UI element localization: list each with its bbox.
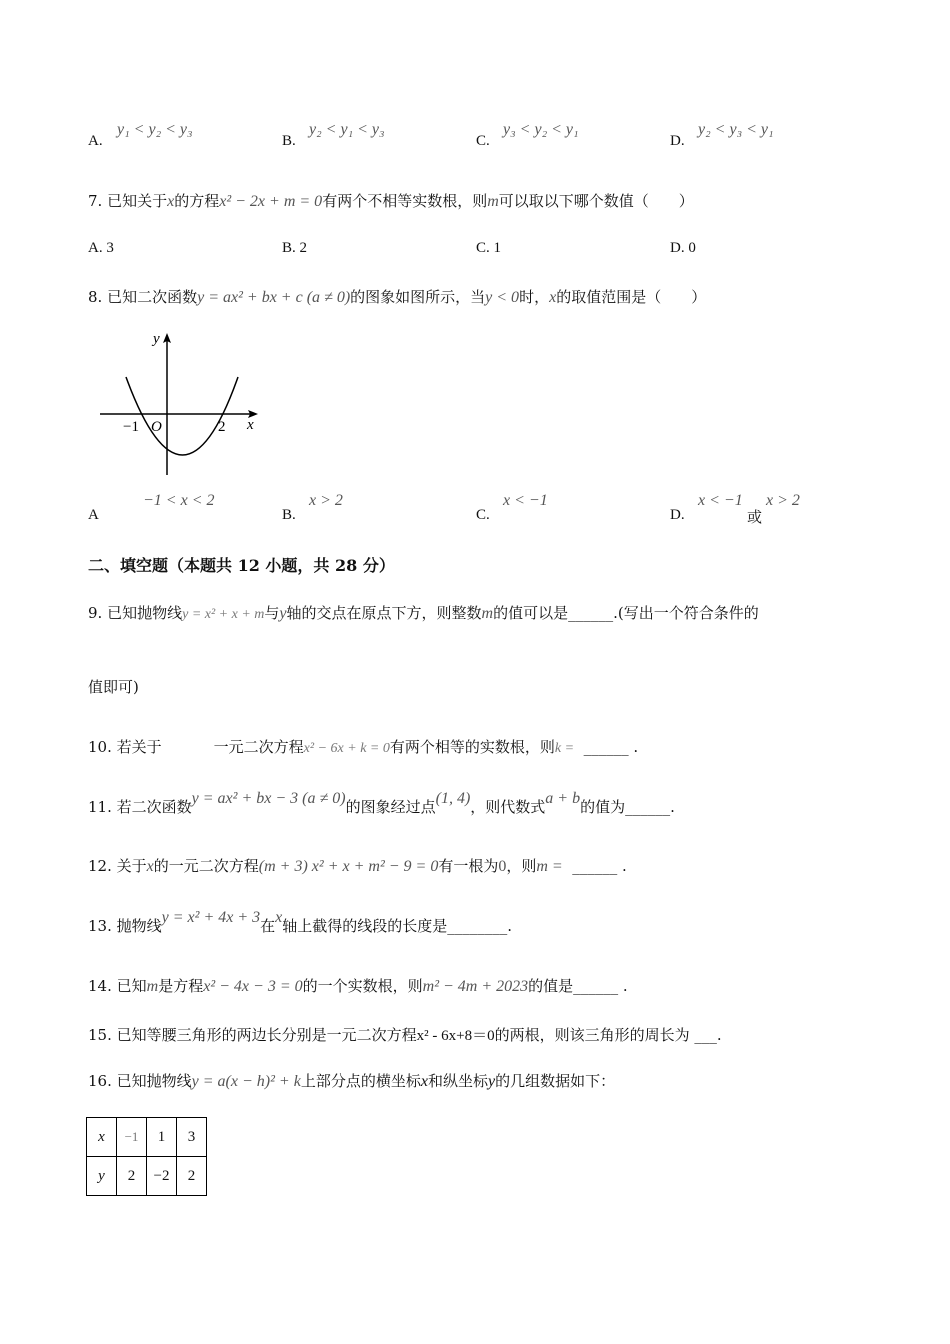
q14-equation: x² − 4x − 3 = 0 bbox=[203, 978, 303, 995]
q6-option-b-expr: y₂ < y₁ < y₃ bbox=[309, 121, 385, 138]
q8-condition: y < 0 bbox=[485, 289, 520, 306]
q12-stem bbox=[88, 855, 627, 876]
q16-text: 上部分点的横坐标 bbox=[300, 1072, 421, 1090]
q9-continuation: 值即可) bbox=[88, 678, 139, 696]
q8-text: 的图象如图所示，当 bbox=[350, 288, 486, 306]
q15-equation: x² - 6x+8＝0 bbox=[416, 1028, 495, 1044]
q12-root-value: 0 bbox=[498, 858, 507, 875]
q8-text: 时， bbox=[519, 288, 550, 306]
q13-text: 在 bbox=[260, 917, 276, 935]
q7-option-c[interactable]: C. 1 bbox=[476, 240, 502, 256]
table-cell: 1 bbox=[147, 1118, 177, 1157]
q15-text: 已知等腰三角形的两边长分别是一元二次方程 bbox=[116, 1026, 417, 1044]
q16-equation: y = a(x − h)² + k bbox=[191, 1073, 301, 1090]
q13-text: 抛物线 bbox=[116, 917, 162, 935]
q15-text: 的两根，则该三角形的周长为 bbox=[494, 1026, 690, 1044]
parabola-graph bbox=[95, 325, 265, 480]
graph-x-label: x bbox=[247, 417, 254, 433]
q7-option-a[interactable]: A. 3 bbox=[88, 240, 114, 256]
parabola-curve bbox=[126, 377, 238, 455]
graph-origin-label: O bbox=[151, 419, 162, 435]
q11-point: (1, 4) bbox=[435, 790, 471, 807]
q8-option-b-expr: x > 2 bbox=[309, 492, 343, 509]
q8-text: 已知二次函数 bbox=[107, 288, 198, 306]
answer-blank[interactable]: ______ . bbox=[572, 857, 627, 875]
q11-text: 若二次函数 bbox=[116, 798, 192, 816]
q8-stem bbox=[88, 286, 706, 307]
q6-option-d-label[interactable]: D. bbox=[670, 133, 685, 149]
q8-option-c-label[interactable]: C. bbox=[476, 507, 490, 523]
question-number: 9. bbox=[88, 604, 103, 622]
q10-text: 有两个相等的实数根，则 bbox=[389, 738, 555, 756]
graph-right-root-label: 2 bbox=[218, 419, 226, 435]
q11-text: 的图象经过点 bbox=[345, 798, 436, 816]
q9-equation: y = x² + x + m bbox=[182, 607, 265, 622]
table-header-cell: x bbox=[87, 1118, 117, 1157]
q12-equation: (m + 3) x² + x + m² − 9 = 0 bbox=[258, 858, 439, 875]
q6-option-c-expr: y₃ < y₂ < y₁ bbox=[503, 121, 579, 138]
q7-option-b[interactable]: B. 2 bbox=[282, 240, 308, 256]
question-number: 11. bbox=[88, 798, 112, 816]
q9-var-y: y bbox=[279, 605, 287, 622]
q12-answer-var: m = bbox=[536, 858, 563, 875]
q7-text: 有两个不相等实数根，则 bbox=[322, 192, 488, 210]
graph-left-root-label: −1 bbox=[123, 419, 139, 435]
q10-text: 若关于 bbox=[116, 738, 162, 756]
q11-expression: a + b bbox=[545, 790, 581, 807]
question-number: 10. bbox=[88, 738, 112, 756]
table-cell: −2 bbox=[147, 1157, 177, 1196]
question-number: 13. bbox=[88, 917, 112, 935]
q16-var-x: x bbox=[420, 1073, 428, 1090]
q14-expression: m² − 4m + 2023 bbox=[422, 978, 529, 995]
table-row bbox=[87, 1118, 207, 1157]
q7-equation: x² − 2x + m = 0 bbox=[219, 193, 323, 210]
q12-text: ，则 bbox=[506, 857, 537, 875]
q12-text: 关于 bbox=[116, 857, 147, 875]
q7-option-d[interactable]: D. 0 bbox=[670, 240, 696, 256]
table-cell: 3 bbox=[177, 1118, 207, 1157]
q13-equation: y = x² + 4x + 3 bbox=[161, 909, 261, 926]
q8-option-d-expr2: x > 2 bbox=[766, 492, 800, 509]
q8-option-b-label[interactable]: B. bbox=[282, 507, 296, 523]
q11-equation: y = ax² + bx − 3 (a ≠ 0) bbox=[191, 790, 346, 807]
q8-option-d-joiner: 或 bbox=[747, 508, 763, 526]
q7-var-m: m bbox=[487, 193, 499, 210]
q8-var-x: x bbox=[549, 289, 557, 306]
question-number: 7. bbox=[88, 192, 103, 210]
question-number: 16. bbox=[88, 1072, 112, 1090]
q6-option-a-label[interactable]: A. bbox=[88, 133, 103, 149]
q16-text: 的几组数据如下： bbox=[495, 1072, 616, 1090]
q10-stem bbox=[88, 736, 638, 757]
q8-text: 的取值范围是（ ） bbox=[556, 288, 707, 306]
question-number: 15. bbox=[88, 1026, 112, 1044]
q8-option-d-expr: x < −1 bbox=[698, 492, 743, 509]
q14-text: 的一个实数根，则 bbox=[302, 977, 423, 995]
q7-stem bbox=[88, 190, 694, 211]
answer-blank[interactable]: ______ . bbox=[583, 738, 639, 756]
question-number: 8. bbox=[88, 288, 103, 306]
q9-text: 已知抛物线 bbox=[107, 604, 183, 622]
q16-text: 已知抛物线 bbox=[116, 1072, 192, 1090]
q10-equation: x² − 6x + k = 0 bbox=[303, 741, 390, 756]
q8-option-c-expr: x < −1 bbox=[503, 492, 548, 509]
q8-option-a-expr: −1 < x < 2 bbox=[143, 492, 215, 509]
q16-var-y: y bbox=[487, 1073, 496, 1090]
table-header-cell: y bbox=[87, 1157, 117, 1196]
q14-text: 是方程 bbox=[158, 977, 204, 995]
q9-text: 与 bbox=[264, 604, 280, 622]
answer-blank[interactable]: ___. bbox=[694, 1026, 722, 1044]
question-number: 12. bbox=[88, 857, 112, 875]
q16-value-table bbox=[86, 1117, 207, 1196]
table-cell: 2 bbox=[177, 1157, 207, 1196]
q14-var-m: m bbox=[146, 978, 159, 995]
q7-text: 可以取以下哪个数值（ ） bbox=[498, 192, 694, 210]
q8-option-d-label[interactable]: D. bbox=[670, 507, 685, 523]
q11-text: ，则代数式 bbox=[470, 798, 546, 816]
q6-option-b-label[interactable]: B. bbox=[282, 133, 296, 149]
q11-text[interactable]: 的值为______. bbox=[580, 798, 675, 816]
q13-var-x: x bbox=[275, 909, 283, 926]
q16-text: 和纵坐标 bbox=[427, 1072, 488, 1090]
section-heading: 二、填空题（本题共 12 小题，共 28 分） bbox=[88, 556, 395, 575]
q7-text: 的方程 bbox=[174, 192, 220, 210]
table-cell: −1 bbox=[117, 1118, 147, 1157]
q12-text: 有一根为 bbox=[438, 857, 499, 875]
q15-stem bbox=[88, 1024, 722, 1045]
q7-text: 已知关于 bbox=[107, 192, 168, 210]
q13-stem bbox=[88, 909, 513, 936]
q7-var-x: x bbox=[167, 193, 175, 210]
q9-text: 的值可以是______.(写出一个符合条件的 bbox=[493, 604, 759, 622]
q6-option-d-expr: y₂ < y₃ < y₁ bbox=[698, 121, 774, 138]
table-cell: 2 bbox=[117, 1157, 147, 1196]
q8-option-a-label[interactable]: A bbox=[88, 507, 99, 523]
q9-stem bbox=[88, 602, 759, 623]
question-number: 14. bbox=[88, 977, 112, 995]
q12-text: 的一元二次方程 bbox=[153, 857, 259, 875]
q14-text: 已知 bbox=[116, 977, 147, 995]
q8-equation: y = ax² + bx + c (a ≠ 0) bbox=[197, 289, 351, 306]
q6-option-c-label[interactable]: C. bbox=[476, 133, 490, 149]
q14-text[interactable]: 的值是______ . bbox=[528, 977, 628, 995]
q13-text[interactable]: 轴上截得的线段的长度是________. bbox=[282, 917, 513, 935]
q10-text: 一元二次方程 bbox=[213, 738, 304, 756]
q16-stem bbox=[88, 1070, 615, 1091]
q9-var-m: m bbox=[481, 605, 494, 622]
q6-option-a-expr: y₁ < y₂ < y₃ bbox=[117, 121, 193, 138]
q10-answer-var: k = bbox=[554, 741, 575, 756]
q14-stem bbox=[88, 975, 628, 996]
q11-stem bbox=[88, 790, 675, 817]
table-row bbox=[87, 1157, 207, 1196]
graph-y-label: y bbox=[153, 331, 160, 347]
q9-text: 轴的交点在原点下方，则整数 bbox=[286, 604, 482, 622]
q12-var-x: x bbox=[146, 858, 154, 875]
